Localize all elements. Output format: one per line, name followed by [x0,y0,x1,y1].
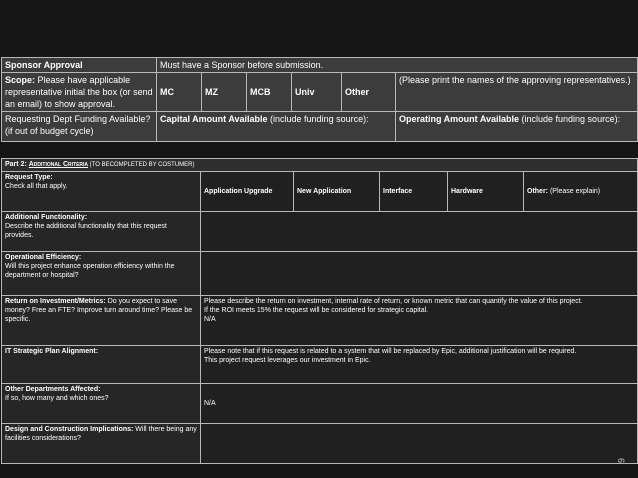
it-plan-note: Please note that if this request is related to a system that will be replaced by Epic, additional justification will be required. [204,348,577,355]
request-type-sub: Check all that apply. [5,183,68,190]
operating-amount-label: Operating Amount Available [399,114,520,124]
functionality-answer[interactable] [201,212,638,252]
it-plan-answer[interactable] [201,346,638,384]
entity-univ[interactable]: Univ [292,73,342,112]
option-application-upgrade[interactable]: Application Upgrade [201,172,294,212]
efficiency-cell [2,252,201,296]
functionality-label: Additional Functionality: [5,214,88,221]
roi-threshold-note: If the ROI meets 15% the request will be considered for strategic capital. [204,307,429,314]
roi-answer[interactable] [201,296,638,346]
criteria-table [1,158,638,464]
functionality-cell [2,212,201,252]
option-hardware[interactable]: Hardware [448,172,524,212]
departments-label: Other Departments Affected: [5,386,101,393]
construction-cell [2,424,201,464]
entity-mc[interactable]: MC [157,73,202,112]
part2-title: Additional Criteria [28,161,89,168]
roi-instructions: Please describe the return on investment, internal rate of return, or known metric that can quantify the value of this project. [204,298,583,305]
capital-amount-label: Capital Amount Available [160,114,268,124]
roi-value: N/A [204,316,216,323]
roi-text: Do you expect to save money? Free an FTE? Improve turn around time? Please be specific. [5,298,193,323]
functionality-text: Describe the additional functionality that this request provides. [5,223,167,239]
operating-amount-cell[interactable] [396,112,638,142]
construction-label: Design and Construction Implications: [5,426,134,433]
construction-text: Will there being any facilities considerations? [5,426,197,442]
scope-cell [2,73,157,112]
sponsor-approval-note: Must have a Sponsor before submission. [157,58,638,73]
efficiency-answer[interactable] [201,252,638,296]
option-other[interactable] [524,172,638,212]
print-names-note: (Please print the names of the approving representatives.) [396,73,638,112]
efficiency-label: Operational Efficiency: [5,254,82,261]
it-plan-label: IT Strategic Plan Alignment: [2,346,201,384]
part2-prefix: Part 2: [5,161,29,168]
departments-cell [2,384,201,424]
it-plan-value: This project request leverages our investment in Epic. [204,357,371,364]
construction-answer[interactable] [201,424,638,464]
option-interface[interactable]: Interface [380,172,448,212]
departments-answer[interactable]: N/A [201,384,638,424]
scope-text: Please have applicable representative initial the box (or send an email) to show approval. [5,75,153,109]
funding-question: Requesting Dept Funding Available? (if out of budget cycle) [2,112,157,142]
capital-amount-cell[interactable] [157,112,396,142]
top-band [0,0,638,56]
option-other-note: (Please explain) [548,188,601,195]
scope-label: Scope: [5,75,36,85]
request-type-label: Request Type: [5,174,53,181]
roi-cell [2,296,201,346]
option-other-label: Other: [527,188,548,195]
sponsor-approval-label: Sponsor Approval [2,58,157,73]
departments-text: If so, how many and which ones? [5,395,109,402]
roi-label: Return on Investment/Metrics: [5,298,106,305]
part2-header [2,159,638,172]
approval-table [1,57,638,142]
capital-amount-note: (include funding source): [267,114,369,124]
part2-note: (TO BECOMPLETED BY COSTUMER) [88,162,195,168]
option-new-application[interactable]: New Application [294,172,380,212]
efficiency-text: Will this project enhance operation efficiency within the department or hospital? [5,263,175,279]
entity-mz[interactable]: MZ [202,73,247,112]
request-type-cell [2,172,201,212]
entity-other[interactable]: Other [342,73,396,112]
page-number: 6 [616,458,626,464]
entity-mcb[interactable]: MCB [247,73,292,112]
operating-amount-note: (include funding source): [519,114,621,124]
